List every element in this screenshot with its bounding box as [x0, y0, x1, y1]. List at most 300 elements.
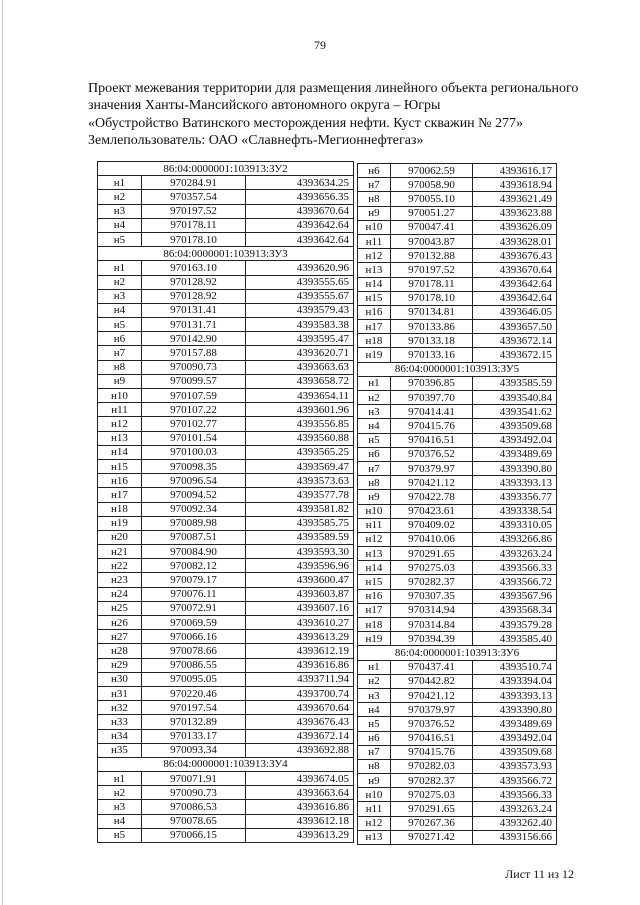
y-coordinate: 4393266.86: [473, 532, 557, 546]
x-coordinate: 970047.41: [391, 220, 473, 234]
table-row: [358, 291, 557, 305]
point-label: н2: [358, 674, 391, 688]
table-row: [98, 786, 354, 800]
table-row: [358, 263, 557, 277]
x-coordinate: 970376.52: [391, 447, 473, 461]
point-label: н19: [358, 632, 391, 646]
table-row: [98, 176, 354, 190]
point-label: н18: [358, 334, 391, 348]
point-label: н5: [98, 318, 142, 332]
table-row: [98, 743, 354, 757]
cadastral-number: 86:04:0000001:103913:ЗУ4: [98, 757, 354, 771]
x-coordinate: 970132.88: [391, 249, 473, 263]
point-label: н5: [358, 433, 391, 447]
y-coordinate: 4393621.49: [473, 192, 557, 206]
header-line-project: Проект межевания территории для размещения линейного объекта регионального: [88, 81, 579, 96]
point-label: н32: [98, 701, 142, 715]
x-coordinate: 970128.92: [142, 275, 246, 289]
point-label: н9: [358, 206, 391, 220]
y-coordinate: 4393642.64: [473, 277, 557, 291]
point-label: н17: [358, 603, 391, 617]
point-label: н8: [358, 759, 391, 773]
x-coordinate: 970096.54: [142, 474, 246, 488]
table-row: [358, 461, 557, 475]
table-row: [358, 164, 557, 178]
table-row: [98, 587, 354, 601]
point-label: н12: [98, 417, 142, 431]
x-coordinate: 970076.11: [142, 587, 246, 601]
table-row: [98, 545, 354, 559]
y-coordinate: 4393489.69: [473, 447, 557, 461]
y-coordinate: 4393676.43: [473, 249, 557, 263]
table-row: [358, 234, 557, 248]
point-label: н11: [358, 518, 391, 532]
y-coordinate: 4393394.04: [473, 674, 557, 688]
x-coordinate: 970071.91: [142, 772, 246, 786]
point-label: н7: [358, 745, 391, 759]
x-coordinate: 970066.16: [142, 630, 246, 644]
point-label: н15: [358, 575, 391, 589]
x-coordinate: 970079.17: [142, 573, 246, 587]
y-coordinate: 4393603.87: [246, 587, 354, 601]
x-coordinate: 970410.06: [391, 532, 473, 546]
header-line-object: «Обустройство Ватинского месторождения нефти. Куст скважин № 277»: [88, 115, 524, 131]
x-coordinate: 970131.41: [142, 303, 246, 317]
y-coordinate: 4393613.29: [246, 828, 354, 842]
point-label: н5: [358, 717, 391, 731]
point-label: н6: [358, 731, 391, 745]
y-coordinate: 4393567.96: [473, 589, 557, 603]
x-coordinate: 970128.92: [142, 289, 246, 303]
point-label: н24: [98, 587, 142, 601]
point-label: н1: [358, 376, 391, 390]
x-coordinate: 970142.90: [142, 332, 246, 346]
point-label: н10: [358, 504, 391, 518]
y-coordinate: 4393642.64: [246, 218, 354, 232]
y-coordinate: 4393589.59: [246, 530, 354, 544]
table-row: [358, 348, 557, 362]
table-row: [98, 332, 354, 346]
section-title-row: [98, 162, 354, 176]
y-coordinate: 4393593.30: [246, 545, 354, 559]
table-row: [358, 206, 557, 220]
point-label: н7: [358, 461, 391, 475]
y-coordinate: 4393338.54: [473, 504, 557, 518]
point-label: н12: [358, 532, 391, 546]
point-label: н11: [98, 403, 142, 417]
x-coordinate: 970157.88: [142, 346, 246, 360]
y-coordinate: 4393642.64: [246, 232, 354, 246]
x-coordinate: 970178.10: [142, 232, 246, 246]
point-label: н10: [358, 220, 391, 234]
table-row: [358, 405, 557, 419]
point-label: н12: [358, 816, 391, 830]
y-coordinate: 4393566.33: [473, 561, 557, 575]
y-coordinate: 4393390.80: [473, 703, 557, 717]
y-coordinate: 4393510.74: [473, 660, 557, 674]
y-coordinate: 4393556.85: [246, 417, 354, 431]
table-row: [358, 830, 557, 844]
y-coordinate: 4393620.71: [246, 346, 354, 360]
y-coordinate: 4393541.62: [473, 405, 557, 419]
x-coordinate: 970090.73: [142, 360, 246, 374]
table-row: [358, 561, 557, 575]
point-label: н3: [98, 204, 142, 218]
table-row: [358, 603, 557, 617]
point-label: н11: [358, 802, 391, 816]
x-coordinate: 970220.46: [142, 686, 246, 700]
x-coordinate: 970102.77: [142, 417, 246, 431]
x-coordinate: 970437.41: [391, 660, 473, 674]
point-label: н18: [358, 618, 391, 632]
point-label: н1: [98, 176, 142, 190]
point-label: н1: [358, 660, 391, 674]
header-line-region: значения Ханты-Мансийского автономного округа – Югры: [88, 98, 441, 114]
point-label: н2: [98, 190, 142, 204]
y-coordinate: 4393585.59: [473, 376, 557, 390]
table-row: [98, 374, 354, 388]
x-coordinate: 970379.97: [391, 461, 473, 475]
point-label: н14: [358, 277, 391, 291]
x-coordinate: 970094.52: [142, 488, 246, 502]
x-coordinate: 970086.53: [142, 800, 246, 814]
x-coordinate: 970379.97: [391, 703, 473, 717]
x-coordinate: 970314.94: [391, 603, 473, 617]
x-coordinate: 970396.85: [391, 376, 473, 390]
y-coordinate: 4393310.05: [473, 518, 557, 532]
header-line-land-user: Землепользователь: ОАО «Славнефть-Мегионнефтегаз»: [88, 133, 424, 149]
point-label: н30: [98, 672, 142, 686]
y-coordinate: 4393607.16: [246, 601, 354, 615]
y-coordinate: 4393492.04: [473, 731, 557, 745]
y-coordinate: 4393596.96: [246, 559, 354, 573]
y-coordinate: 4393626.09: [473, 220, 557, 234]
point-label: н1: [98, 261, 142, 275]
left-table-body: [98, 162, 354, 843]
y-coordinate: 4393263.24: [473, 802, 557, 816]
x-coordinate: 970414.41: [391, 405, 473, 419]
point-label: н2: [98, 786, 142, 800]
point-label: н6: [358, 164, 391, 178]
x-coordinate: 970284.91: [142, 176, 246, 190]
point-label: н13: [98, 431, 142, 445]
y-coordinate: 4393674.05: [246, 772, 354, 786]
table-row: [98, 232, 354, 246]
y-coordinate: 4393585.75: [246, 516, 354, 530]
y-coordinate: 4393634.25: [246, 176, 354, 190]
table-row: [358, 731, 557, 745]
table-row: [358, 178, 557, 192]
point-label: н23: [98, 573, 142, 587]
cadastral-number: 86:04:0000001:103913:ЗУ3: [98, 247, 354, 261]
table-row: [98, 190, 354, 204]
x-coordinate: 970133.17: [142, 729, 246, 743]
table-row: [358, 376, 557, 390]
point-label: н35: [98, 743, 142, 757]
table-row: [358, 717, 557, 731]
x-coordinate: 970062.59: [391, 164, 473, 178]
y-coordinate: 4393579.28: [473, 618, 557, 632]
point-label: н8: [358, 192, 391, 206]
table-row: [358, 419, 557, 433]
y-coordinate: 4393601.96: [246, 403, 354, 417]
table-row: [98, 530, 354, 544]
x-coordinate: 970178.11: [391, 277, 473, 291]
point-label: н4: [358, 419, 391, 433]
table-row: [358, 745, 557, 759]
point-label: н1: [98, 772, 142, 786]
table-row: [358, 433, 557, 447]
point-label: н9: [98, 374, 142, 388]
x-coordinate: 970357.54: [142, 190, 246, 204]
table-row: [98, 729, 354, 743]
table-row: [98, 800, 354, 814]
table-row: [358, 703, 557, 717]
table-row: [358, 589, 557, 603]
x-coordinate: 970415.76: [391, 745, 473, 759]
point-label: н18: [98, 502, 142, 516]
table-row: [358, 688, 557, 702]
table-row: [98, 686, 354, 700]
table-row: [98, 658, 354, 672]
x-coordinate: 970197.52: [142, 204, 246, 218]
x-coordinate: 970415.76: [391, 419, 473, 433]
y-coordinate: 4393612.18: [246, 814, 354, 828]
table-row: [358, 674, 557, 688]
table-row: [98, 445, 354, 459]
table-row: [358, 490, 557, 504]
point-label: н17: [358, 320, 391, 334]
point-label: н25: [98, 601, 142, 615]
table-row: [98, 204, 354, 218]
y-coordinate: 4393356.77: [473, 490, 557, 504]
x-coordinate: 970107.59: [142, 389, 246, 403]
y-coordinate: 4393672.15: [473, 348, 557, 362]
y-coordinate: 4393492.04: [473, 433, 557, 447]
y-coordinate: 4393657.50: [473, 320, 557, 334]
point-label: н3: [98, 289, 142, 303]
table-row: [358, 305, 557, 319]
x-coordinate: 970394.39: [391, 632, 473, 646]
x-coordinate: 970178.11: [142, 218, 246, 232]
x-coordinate: 970055.10: [391, 192, 473, 206]
point-label: н7: [98, 346, 142, 360]
table-row: [98, 573, 354, 587]
y-coordinate: 4393595.47: [246, 332, 354, 346]
x-coordinate: 970267.36: [391, 816, 473, 830]
x-coordinate: 970163.10: [142, 261, 246, 275]
y-coordinate: 4393670.64: [473, 263, 557, 277]
point-label: н9: [358, 490, 391, 504]
x-coordinate: 970133.86: [391, 320, 473, 334]
x-coordinate: 970416.51: [391, 731, 473, 745]
point-label: н10: [98, 389, 142, 403]
y-coordinate: 4393560.88: [246, 431, 354, 445]
table-row: [358, 249, 557, 263]
table-row: [98, 474, 354, 488]
point-label: н6: [98, 332, 142, 346]
x-coordinate: 970275.03: [391, 788, 473, 802]
x-coordinate: 970132.89: [142, 715, 246, 729]
x-coordinate: 970072.91: [142, 601, 246, 615]
x-coordinate: 970442.82: [391, 674, 473, 688]
x-coordinate: 970084.90: [142, 545, 246, 559]
point-label: н16: [358, 589, 391, 603]
x-coordinate: 970307.35: [391, 589, 473, 603]
y-coordinate: 4393566.33: [473, 788, 557, 802]
table-row: [98, 261, 354, 275]
y-coordinate: 4393156.66: [473, 830, 557, 844]
x-coordinate: 970409.02: [391, 518, 473, 532]
x-coordinate: 970282.03: [391, 759, 473, 773]
point-label: н34: [98, 729, 142, 743]
y-coordinate: 4393616.86: [246, 800, 354, 814]
x-coordinate: 970282.37: [391, 774, 473, 788]
table-row: [98, 814, 354, 828]
y-coordinate: 4393581.82: [246, 502, 354, 516]
point-label: н3: [358, 688, 391, 702]
y-coordinate: 4393610.27: [246, 616, 354, 630]
point-label: н3: [98, 800, 142, 814]
y-coordinate: 4393573.63: [246, 474, 354, 488]
table-row: [358, 532, 557, 546]
y-coordinate: 4393579.43: [246, 303, 354, 317]
table-row: [98, 630, 354, 644]
x-coordinate: 970397.70: [391, 391, 473, 405]
x-coordinate: 970043.87: [391, 234, 473, 248]
y-coordinate: 4393676.43: [246, 715, 354, 729]
table-row: [98, 488, 354, 502]
point-label: н4: [98, 814, 142, 828]
y-coordinate: 4393555.65: [246, 275, 354, 289]
point-label: н14: [98, 445, 142, 459]
point-label: н10: [358, 788, 391, 802]
y-coordinate: 4393670.64: [246, 701, 354, 715]
y-coordinate: 4393489.69: [473, 717, 557, 731]
y-coordinate: 4393566.72: [473, 774, 557, 788]
x-coordinate: 970078.66: [142, 644, 246, 658]
x-coordinate: 970197.52: [391, 263, 473, 277]
x-coordinate: 970089.98: [142, 516, 246, 530]
point-label: н31: [98, 686, 142, 700]
point-label: н5: [98, 828, 142, 842]
x-coordinate: 970131.71: [142, 318, 246, 332]
point-label: н19: [358, 348, 391, 362]
table-row: [358, 220, 557, 234]
y-coordinate: 4393654.11: [246, 389, 354, 403]
y-coordinate: 4393618.94: [473, 178, 557, 192]
page-number: 79: [314, 38, 326, 52]
x-coordinate: 970275.03: [391, 561, 473, 575]
x-coordinate: 970282.37: [391, 575, 473, 589]
point-label: н27: [98, 630, 142, 644]
x-coordinate: 970291.65: [391, 802, 473, 816]
x-coordinate: 970376.52: [391, 717, 473, 731]
table-row: [358, 504, 557, 518]
table-row: [98, 601, 354, 615]
y-coordinate: 4393656.35: [246, 190, 354, 204]
table-row: [98, 431, 354, 445]
table-row: [98, 616, 354, 630]
point-label: н4: [98, 218, 142, 232]
table-row: [98, 715, 354, 729]
point-label: н26: [98, 616, 142, 630]
table-row: [98, 672, 354, 686]
point-label: н28: [98, 644, 142, 658]
y-coordinate: 4393672.14: [473, 334, 557, 348]
scan-edge-line: [2, 0, 3, 905]
point-label: н3: [358, 405, 391, 419]
y-coordinate: 4393700.74: [246, 686, 354, 700]
table-row: [358, 547, 557, 561]
table-row: [358, 788, 557, 802]
table-row: [358, 518, 557, 532]
x-coordinate: 970133.18: [391, 334, 473, 348]
table-row: [98, 459, 354, 473]
table-row: [98, 303, 354, 317]
y-coordinate: 4393573.93: [473, 759, 557, 773]
x-coordinate: 970098.35: [142, 459, 246, 473]
table-row: [98, 318, 354, 332]
point-label: н11: [358, 234, 391, 248]
table-row: [98, 502, 354, 516]
point-label: н8: [358, 476, 391, 490]
table-row: [98, 275, 354, 289]
x-coordinate: 970416.51: [391, 433, 473, 447]
point-label: н4: [98, 303, 142, 317]
y-coordinate: 4393585.40: [473, 632, 557, 646]
y-coordinate: 4393509.68: [473, 745, 557, 759]
point-label: н9: [358, 774, 391, 788]
table-row: [98, 218, 354, 232]
x-coordinate: 970092.34: [142, 502, 246, 516]
y-coordinate: 4393393.13: [473, 688, 557, 702]
x-coordinate: 970078.65: [142, 814, 246, 828]
point-label: н13: [358, 830, 391, 844]
table-row: [98, 403, 354, 417]
table-row: [98, 701, 354, 715]
point-label: н5: [98, 232, 142, 246]
y-coordinate: 4393509.68: [473, 419, 557, 433]
y-coordinate: 4393393.13: [473, 476, 557, 490]
x-coordinate: 970069.59: [142, 616, 246, 630]
table-row: [358, 774, 557, 788]
x-coordinate: 970082.12: [142, 559, 246, 573]
y-coordinate: 4393569.47: [246, 459, 354, 473]
y-coordinate: 4393616.17: [473, 164, 557, 178]
cadastral-number: 86:04:0000001:103913:ЗУ6: [358, 646, 557, 660]
x-coordinate: 970095.05: [142, 672, 246, 686]
x-coordinate: 970291.65: [391, 547, 473, 561]
coordinates-table-left: [97, 161, 354, 843]
y-coordinate: 4393663.64: [246, 786, 354, 800]
table-row: [358, 759, 557, 773]
y-coordinate: 4393711.94: [246, 672, 354, 686]
point-label: н22: [98, 559, 142, 573]
x-coordinate: 970178.10: [391, 291, 473, 305]
table-row: [358, 391, 557, 405]
x-coordinate: 970051.27: [391, 206, 473, 220]
cadastral-number: 86:04:0000001:103913:ЗУ5: [358, 362, 557, 376]
table-row: [98, 644, 354, 658]
y-coordinate: 4393692.88: [246, 743, 354, 757]
table-row: [358, 575, 557, 589]
y-coordinate: 4393613.29: [246, 630, 354, 644]
table-row: [98, 417, 354, 431]
x-coordinate: 970107.22: [142, 403, 246, 417]
y-coordinate: 4393646.05: [473, 305, 557, 319]
y-coordinate: 4393565.25: [246, 445, 354, 459]
